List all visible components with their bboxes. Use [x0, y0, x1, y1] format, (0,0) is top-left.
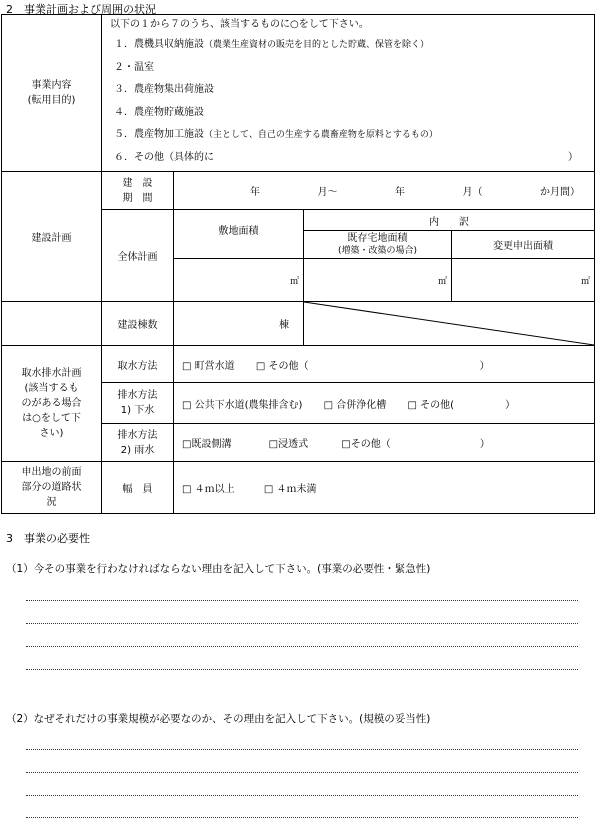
purpose-label: 事業内容: [31, 80, 72, 91]
answer-2-line-4[interactable]: [26, 817, 578, 818]
change-area-input[interactable]: [452, 259, 595, 302]
overall-plan-label: 全体計画: [102, 210, 174, 302]
answer-1-line-3[interactable]: [26, 646, 578, 647]
drain1-options: □ 公共下水道(農集排含む) □ 合併浄化槽 □ その他( ）: [174, 383, 595, 424]
drain1-label: 排水方法 1) 下水: [102, 383, 174, 424]
period-start-month: 月～: [317, 187, 338, 198]
drain2-label: 排水方法 2) 雨水: [102, 424, 174, 462]
answer-1-line-2[interactable]: [26, 623, 578, 624]
drain2-options: □既設側溝 □浸透式 □その他（ ）: [174, 424, 595, 462]
answer-1-line-1[interactable]: [26, 600, 578, 601]
road-width-options: [174, 462, 595, 514]
buildings-unit: 棟: [279, 320, 289, 331]
period-end-month: 月（: [462, 187, 483, 198]
question-2: （2）なぜそれだけの事業規模が必要なのか、その理由を記入して下さい。(規模の妥当性): [6, 713, 431, 725]
drain2-option-other[interactable]: □その他（: [341, 439, 391, 450]
existing-area-unit: ㎡: [437, 276, 447, 287]
intake-option-town-water[interactable]: □ 町営水道: [182, 360, 235, 372]
period-start-year: 年: [250, 187, 260, 198]
period-end-year: 年: [395, 187, 405, 198]
water-plan-label: 取水排水計画 (該当するも のがある場合 は○をして下 さい): [2, 346, 102, 462]
breakdown-label: 内 訳: [304, 210, 595, 231]
purpose-item-4[interactable]: ４．農産物貯蔵施設: [114, 106, 204, 118]
change-area-label: 変更申出面積: [452, 231, 595, 259]
drain1-option-septic[interactable]: □ 合併浄化槽: [323, 399, 387, 411]
section3-heading: 3 事業の必要性: [6, 532, 90, 545]
answer-1-line-4[interactable]: [26, 669, 578, 670]
drain2-option-infiltration[interactable]: □浸透式: [268, 439, 309, 450]
diagonal-line: [304, 302, 594, 345]
drain1-option-public-sewer[interactable]: □ 公共下水道(農集排含む): [182, 399, 303, 411]
site-area-label: 敷地面積: [174, 210, 304, 259]
road-option-under-4m[interactable]: □ ４ｍ未満: [263, 484, 317, 495]
buildings-label: 建設棟数: [102, 302, 174, 346]
purpose-label-cell: [2, 15, 102, 172]
purpose-item-1-note: （農業生産資材の販売を目的とした貯蔵、保管を除く）: [204, 40, 430, 50]
period-months: か月間）: [540, 187, 580, 198]
construction-period-label: 建 設 期 間: [102, 172, 174, 210]
purpose-sublabel: (転用目的): [27, 95, 76, 106]
purpose-item-2[interactable]: ２・温室: [114, 61, 154, 73]
construction-label-spacer: [2, 302, 102, 346]
purpose-item-5-note: （主として、自己の生産する農畜産物を原料とするもの）: [204, 130, 438, 140]
existing-area-input[interactable]: [304, 259, 452, 302]
project-plan-table: [1, 14, 595, 514]
question-1: （1）今その事業を行わなければならない理由を記入して下さい。(事業の必要性・緊急性): [6, 563, 431, 575]
existing-area-label: 既存宅地面積 (増築・改築の場合): [304, 231, 452, 259]
answer-2-line-2[interactable]: [26, 772, 578, 773]
purpose-item-1[interactable]: １．農機具収納施設（農業生産資材の販売を目的とした貯蔵、保管を除く）: [114, 39, 430, 50]
purpose-options-cell[interactable]: [102, 15, 595, 172]
purpose-intro: 以下の１から７のうち、該当するものに○をして下さい。: [110, 19, 369, 30]
answer-2-line-1[interactable]: [26, 749, 578, 750]
section2-heading: 2 事業計画および周囲の状況: [6, 3, 156, 16]
intake-option-other[interactable]: □ その他（: [255, 360, 309, 372]
road-option-4m-or-more[interactable]: □ ４ｍ以上: [182, 484, 235, 495]
answer-2-line-3[interactable]: [26, 795, 578, 796]
drain1-option-other[interactable]: □ その他(: [407, 399, 454, 411]
intake-label: 取水方法: [102, 346, 174, 383]
purpose-item-5[interactable]: ５．農産物加工施設（主として、自己の生産する農畜産物を原料とするもの）: [114, 129, 438, 140]
road-label: 申出地の前面 部分の道路状 況: [2, 462, 102, 514]
change-area-unit: ㎡: [581, 276, 591, 287]
site-area-input[interactable]: [174, 259, 304, 302]
drain2-option-existing-gutter[interactable]: □既設側溝: [182, 439, 232, 450]
buildings-blank-diagonal: [304, 302, 595, 346]
road-width-label: 幅 員: [102, 462, 174, 514]
purpose-item-3[interactable]: ３．農産物集出荷施設: [114, 84, 214, 95]
buildings-input[interactable]: [174, 302, 304, 346]
site-area-unit: ㎡: [289, 276, 299, 287]
construction-period-field[interactable]: [174, 172, 595, 210]
intake-options: □ 町営水道 □ その他（ ）: [174, 346, 595, 383]
construction-label: 建設計画: [2, 172, 102, 302]
purpose-item-other[interactable]: ６．その他（具体的に ）: [114, 151, 579, 163]
